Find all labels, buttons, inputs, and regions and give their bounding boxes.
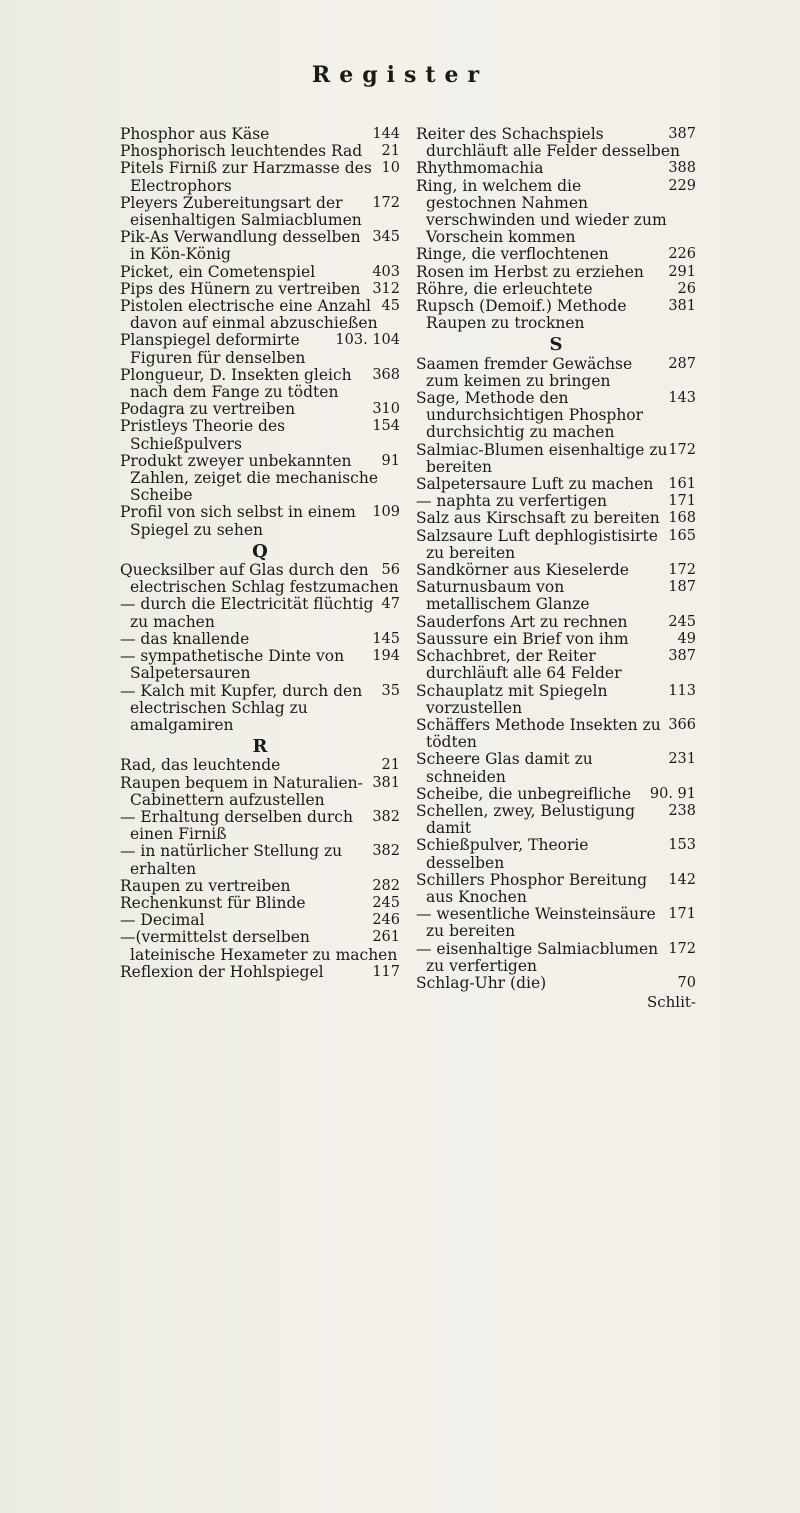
entry-text: — Erhaltung derselben durch einen Firniß <box>120 807 353 844</box>
entry-text: Rosen im Herbst zu erziehen <box>416 262 644 281</box>
entry-text: Schachbret, der Reiter durchläuft alle 64 Felder <box>416 647 622 683</box>
entry-text: Sauderfons Art zu rechnen <box>416 612 628 631</box>
page-number: 35 <box>381 682 400 699</box>
page-number: 47 <box>381 596 400 613</box>
entry-text: — Decimal <box>120 911 205 930</box>
entry-text: — wesentliche Weinsteinsäure zu bereiten <box>416 905 656 941</box>
index-entry <box>416 751 696 785</box>
index-entry <box>120 126 400 143</box>
page-number: 231 <box>668 751 696 768</box>
entry-text: Pitels Firniß zur Harzmasse des Electrophors <box>120 159 372 195</box>
page-number: 229 <box>668 177 696 194</box>
entry-text: Pristleys Theorie des Schießpulvers <box>120 417 286 453</box>
index-entry <box>120 596 400 630</box>
page-number: 113 <box>668 682 696 699</box>
page-number: 245 <box>668 613 696 630</box>
index-entry <box>416 717 696 751</box>
index-entry <box>416 264 696 281</box>
index-entry <box>416 786 696 803</box>
entry-text: Schillers Phosphor Bereitung aus Knochen <box>416 870 648 906</box>
index-entry <box>416 476 696 493</box>
page-number: 161 <box>668 476 696 493</box>
index-entry <box>416 390 696 442</box>
entry-text: Profil von sich selbst in einem Spiegel zu sehen <box>120 503 356 539</box>
entry-text: Pleyers Zubereitungsart der eisenhaltigen Salmiacblumen <box>120 193 362 230</box>
index-column-left <box>120 126 400 981</box>
index-entry <box>416 975 696 992</box>
page-header: Register <box>311 62 489 88</box>
page-number: 381 <box>372 774 400 791</box>
page-number: 387 <box>668 126 696 142</box>
entry-text: Schießpulver, Theorie desselben <box>416 836 589 872</box>
entry-text: Reiter des Schachspiels durchläuft alle Felder desselben <box>416 125 680 161</box>
page-number: 282 <box>372 877 400 894</box>
page-number: 245 <box>372 894 400 911</box>
entry-text: — naphta zu verfertigen <box>416 492 607 511</box>
index-entry <box>416 442 696 476</box>
index-entry <box>416 281 696 298</box>
index-entry <box>416 683 696 717</box>
entry-text: — Kalch mit Kupfer, durch den electrischen Schlag zu amalgamiren <box>120 681 363 734</box>
index-entry <box>120 843 400 877</box>
page-number: 153 <box>668 837 696 854</box>
section-letter: Q <box>252 540 268 562</box>
index-entry <box>416 614 696 631</box>
page-number: 345 <box>372 229 400 246</box>
page-number: 172 <box>668 441 696 458</box>
entry-text: Phosphorisch leuchtendes Rad <box>120 142 363 161</box>
entry-text: Pik-As Verwandlung desselben in Kön-König <box>120 228 361 264</box>
entry-text: Rad, das leuchtende <box>120 756 281 775</box>
page-number: 366 <box>668 716 696 733</box>
page-number: 168 <box>668 510 696 527</box>
entry-text: Röhre, die erleuchtete <box>416 279 593 298</box>
page-number: 246 <box>372 912 400 929</box>
entry-text: Raupen bequem in Naturalien-Cabinettern aufzustellen <box>120 773 363 809</box>
entry-text: Saussure ein Brief von ihm <box>416 629 629 648</box>
entry-text: Saturnusbaum von metallischem Glanze <box>416 578 590 614</box>
page-number: 194 <box>372 648 400 665</box>
index-entry <box>416 510 696 527</box>
index-entry <box>120 143 400 160</box>
index-entry <box>120 229 400 263</box>
page-number: 291 <box>668 263 696 280</box>
index-entry <box>120 332 400 366</box>
page-number: 172 <box>668 562 696 579</box>
page-number: 142 <box>668 871 696 888</box>
page-number: 26 <box>677 280 696 297</box>
index-entry <box>120 683 400 735</box>
index-entry <box>416 872 696 906</box>
entry-text: Scheere Glas damit zu schneiden <box>416 750 593 786</box>
index-entry <box>416 648 696 682</box>
index-entry <box>120 631 400 648</box>
page-number: 103. 104 <box>335 332 400 349</box>
entry-text: Pips des Hünern zu vertreiben <box>120 279 361 298</box>
entry-text: Schäffers Methode Insekten zu tödten <box>416 715 661 752</box>
page-number: 382 <box>372 843 400 860</box>
page-number: 90. 91 <box>649 785 696 802</box>
entry-text: Schauplatz mit Spiegeln vorzustellen <box>416 681 608 717</box>
page-number: 238 <box>668 802 696 819</box>
page-number: 21 <box>381 757 400 774</box>
index-entry <box>120 401 400 418</box>
entry-text: Schlag-Uhr (die) <box>416 973 547 992</box>
catchword: Schlit- <box>646 993 696 1012</box>
index-entry <box>120 757 400 774</box>
index-entry <box>416 837 696 871</box>
entry-text: Salzsaure Luft dephlogistisirte zu bereiten <box>416 526 658 562</box>
entry-text: —(vermittelst derselben lateinische Hexameter zu machen <box>120 928 398 964</box>
index-entry <box>416 941 696 975</box>
page-number: 287 <box>668 355 696 372</box>
index-entry <box>416 579 696 613</box>
index-entry <box>416 160 696 177</box>
index-entry <box>120 195 400 229</box>
entry-text: Ringe, die verflochtenen <box>416 245 609 264</box>
index-entry <box>416 356 696 390</box>
page-number: 70 <box>677 974 696 991</box>
page-number: 49 <box>677 630 696 647</box>
index-entry <box>416 562 696 579</box>
index-entry <box>416 631 696 648</box>
page-number: 10 <box>381 160 400 177</box>
entry-text: Plongueur, D. Insekten gleich nach dem Fange zu tödten <box>120 365 352 402</box>
page-number: 145 <box>372 630 400 647</box>
entry-text: Rechenkunst für Blinde <box>120 893 306 912</box>
page-number: 387 <box>668 648 696 665</box>
index-entry <box>120 281 400 298</box>
page-number: 21 <box>381 143 400 160</box>
entry-text: Produkt zweyer unbekannten Zahlen, zeiget die mechanische Scheibe <box>120 451 378 505</box>
index-entry <box>120 775 400 809</box>
page-number: 310 <box>372 401 400 418</box>
entry-text: Scheibe, die unbegreifliche <box>416 784 631 803</box>
index-entry <box>416 298 696 332</box>
index-entry <box>120 453 400 505</box>
entry-text: — sympathetische Dinte von Salpetersauren <box>120 647 345 683</box>
page-number: 187 <box>668 579 696 596</box>
entry-text: — in natürlicher Stellung zu erhalten <box>120 842 343 878</box>
entry-text: Saamen fremder Gewächse zum keimen zu bringen <box>416 354 633 390</box>
page-number: 144 <box>372 126 400 142</box>
page-number: 261 <box>372 929 400 946</box>
page-number: 143 <box>668 390 696 407</box>
page-number: 91 <box>381 452 400 469</box>
entry-text: Raupen zu vertreiben <box>120 876 291 895</box>
entry-text: Sage, Methode den undurchsichtigen Phosphor durchsichtig zu machen <box>416 389 644 442</box>
page-number: 171 <box>668 493 696 510</box>
entry-text: Phosphor aus Käse <box>120 125 270 143</box>
index-entry <box>416 493 696 510</box>
entry-text: Ring, in welchem die gestochnen Nahmen verschwinden und wieder zum Vorschein kommen <box>416 176 667 247</box>
page-number: 382 <box>372 808 400 825</box>
entry-text: Salpetersaure Luft zu machen <box>416 475 654 494</box>
page-number: 172 <box>372 194 400 211</box>
entry-text: Schellen, zwey, Belustigung damit <box>416 801 635 838</box>
index-entry <box>120 367 400 401</box>
section-letter: R <box>252 736 268 758</box>
index-entry <box>120 929 400 963</box>
entry-text: — durch die Electricität flüchtig zu machen <box>120 595 374 631</box>
entry-text: Podagra zu vertreiben <box>120 400 296 419</box>
entry-text: Rhythmomachia <box>416 159 544 178</box>
index-column-right <box>416 126 696 1011</box>
entry-text: Rupsch (Demoif.) Methode Raupen zu trocknen <box>416 297 627 333</box>
index-entry <box>120 264 400 281</box>
section-letter: S <box>549 334 563 356</box>
entry-text: Salmiac-Blumen eisenhaltige zu bereiten <box>416 440 668 476</box>
page-number: 403 <box>372 263 400 280</box>
page-number: 154 <box>372 418 400 435</box>
index-entry <box>120 298 400 332</box>
page-number: 117 <box>372 963 400 980</box>
page-number: 109 <box>372 504 400 521</box>
index-entry <box>416 126 696 160</box>
index-entry <box>120 895 400 912</box>
index-entry <box>416 803 696 837</box>
index-entry <box>120 160 400 194</box>
page-number: 388 <box>668 160 696 177</box>
index-entry <box>120 504 400 538</box>
entry-text: Reflexion der Hohlspiegel <box>120 962 324 981</box>
index-entry <box>416 528 696 562</box>
page-number: 368 <box>372 366 400 383</box>
index-entry <box>120 648 400 682</box>
entry-text: Salz aus Kirschsaft zu bereiten <box>416 509 660 528</box>
index-entry <box>416 246 696 263</box>
page-number: 45 <box>381 298 400 315</box>
index-entry <box>416 906 696 940</box>
entry-text: — das knallende <box>120 629 250 648</box>
page-number: 312 <box>372 280 400 297</box>
index-entry <box>120 418 400 452</box>
entry-text: Sandkörner aus Kieselerde <box>416 561 629 580</box>
page-number: 172 <box>668 940 696 957</box>
page-number: 165 <box>668 527 696 544</box>
entry-text: Pistolen electrische eine Anzahl davon auf einmal abzuschießen <box>120 297 378 333</box>
entry-text: Quecksilber auf Glas durch den electrischen Schlag festzumachen <box>120 561 399 597</box>
entry-text: Picket, ein Cometenspiel <box>120 262 316 281</box>
entry-text: — eisenhaltige Salmiacblumen zu verfertigen <box>416 939 659 975</box>
entry-text: Planspiegel deformirte Figuren für denselben <box>120 331 306 367</box>
page-number: 171 <box>668 906 696 923</box>
page-number: 226 <box>668 246 696 263</box>
index-entry <box>416 178 696 247</box>
page-number: 381 <box>668 298 696 315</box>
index-entry <box>120 562 400 596</box>
index-entry <box>120 809 400 843</box>
page-number: 56 <box>381 562 400 579</box>
index-entry <box>120 878 400 895</box>
index-entry <box>120 912 400 929</box>
index-entry <box>120 964 400 981</box>
